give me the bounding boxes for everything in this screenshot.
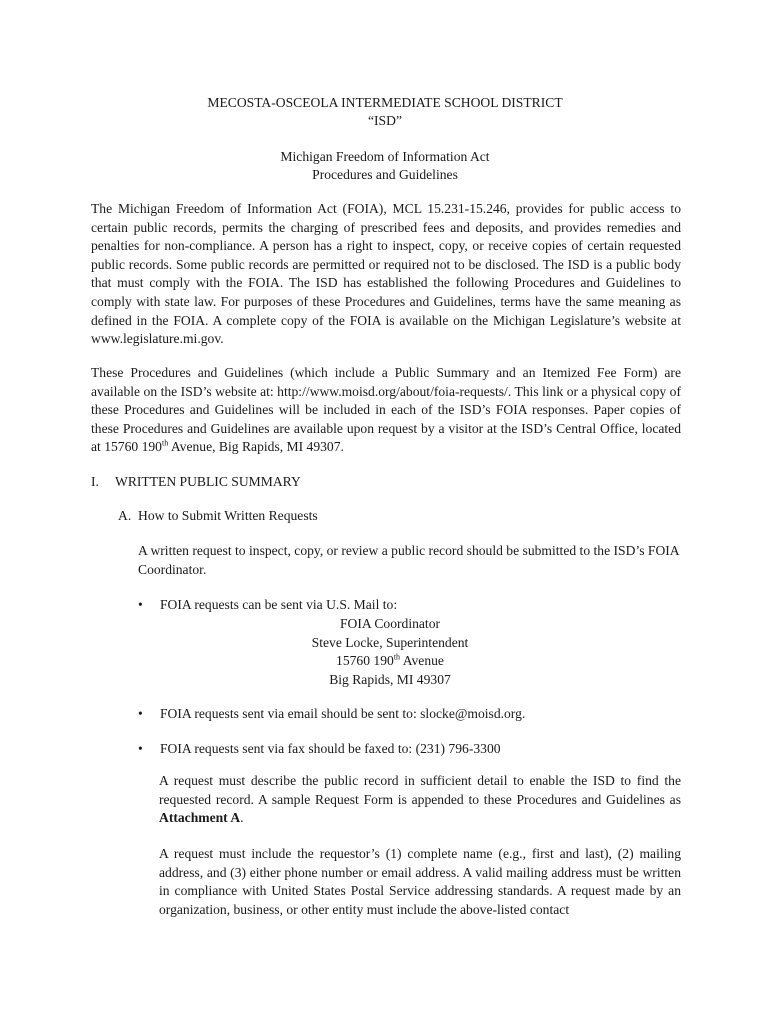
address-line-1: FOIA Coordinator xyxy=(339,616,441,631)
intro-paragraph-1: The Michigan Freedom of Information Act (FOIA), MCL 15.231-15.246, provides for public access to certain public records, permits the charging of prescribed fees and deposits, and provides remedies and penalties for non-compliance. A person has a right to inspect, copy, or receive copies of certain requested public records. Some public records are permitted or required not to be disclosed. The ISD is a public body that must comply with the FOIA. The ISD has established the following Procedures and Guidelines to comply with state law. For purposes of these Procedures and Guidelines, terms have the same meaning as defined in the FOIA. A complete copy of the FOIA is available on the Michigan Legislature’s website at www.legislature.mi.gov. xyxy=(91,201,681,347)
bullet-mail xyxy=(138,596,681,614)
ordinal-suffix: th xyxy=(161,438,169,448)
bullet-mail-text: FOIA requests can be sent via U.S. Mail to: xyxy=(160,597,398,612)
bullet-email xyxy=(138,705,681,723)
document-title xyxy=(0,94,770,130)
section-number: I. xyxy=(91,474,99,489)
intro-paragraph-2-main: These Procedures and Guidelines (which include a Public Summary and an Itemized Fee Form) are available on the ISD’s website at: http://www.moisd.org/about/foia-requests/. This link or a physical copy of these Procedures and Guidelines will be included in each of the ISD’s FOIA responses. Paper copies of these Procedures and Guidelines are available upon request by a visitor at the ISD’s Central Office, located at 15760 190 xyxy=(91,365,681,455)
document-subtitle xyxy=(0,148,770,184)
attachment-reference: Attachment A xyxy=(159,810,241,826)
ordinal-suffix: th xyxy=(393,652,401,662)
subtitle-line-act: Michigan Freedom of Information Act xyxy=(280,149,490,164)
address-line-4: Big Rapids, MI 49307 xyxy=(329,671,451,687)
address-line-3: 15760 190th Avenue xyxy=(336,652,444,669)
title-line-district: MECOSTA-OSCEOLA INTERMEDIATE SCHOOL DISTRICT xyxy=(207,95,563,110)
subsection-title: How to Submit Written Requests xyxy=(138,508,318,523)
section-heading-1 xyxy=(91,473,301,491)
bullet-symbol: • xyxy=(138,741,143,756)
subsection-number: A. xyxy=(118,508,132,523)
bullet-email-text: FOIA requests sent via email should be sent to: slocke@moisd.org. xyxy=(160,706,526,721)
bullet-fax xyxy=(138,740,681,758)
include-paragraph: A request must include the requestor’s (1) complete name (e.g., first and last), (2) mailing address, and (3) either phone number or email address. A valid mailing address must be written in compliance with United States Postal Service addressing standards. A request made by an organization, business, or other entity must include the above-listed contact xyxy=(159,846,681,917)
title-line-abbrev: “ISD” xyxy=(368,113,402,128)
subtitle-line-procedures: Procedures and Guidelines xyxy=(312,167,458,182)
bullet-symbol: • xyxy=(138,597,143,612)
section-title: WRITTEN PUBLIC SUMMARY xyxy=(115,474,301,489)
bullet-fax-text: FOIA requests sent via fax should be faxed to: (231) 796-3300 xyxy=(160,741,501,756)
request-paragraph: A written request to inspect, copy, or review a public record should be submitted to the ISD’s FOIA Coordinator. xyxy=(138,543,679,577)
mailing-address xyxy=(250,615,530,689)
bullet-symbol: • xyxy=(138,706,143,721)
address-line-2: Steve Locke, Superintendent xyxy=(311,634,469,650)
intro-paragraph-2-tail: Avenue, Big Rapids, MI 49307. xyxy=(168,439,344,455)
describe-paragraph: A request must describe the public record in sufficient detail to enable the ISD to find the requested record. A sample Request Form is appended to these Procedures and Guidelines as Attachment A. xyxy=(159,773,681,826)
intro-paragraph-2 xyxy=(91,364,681,457)
subsection-heading-a xyxy=(118,507,318,525)
